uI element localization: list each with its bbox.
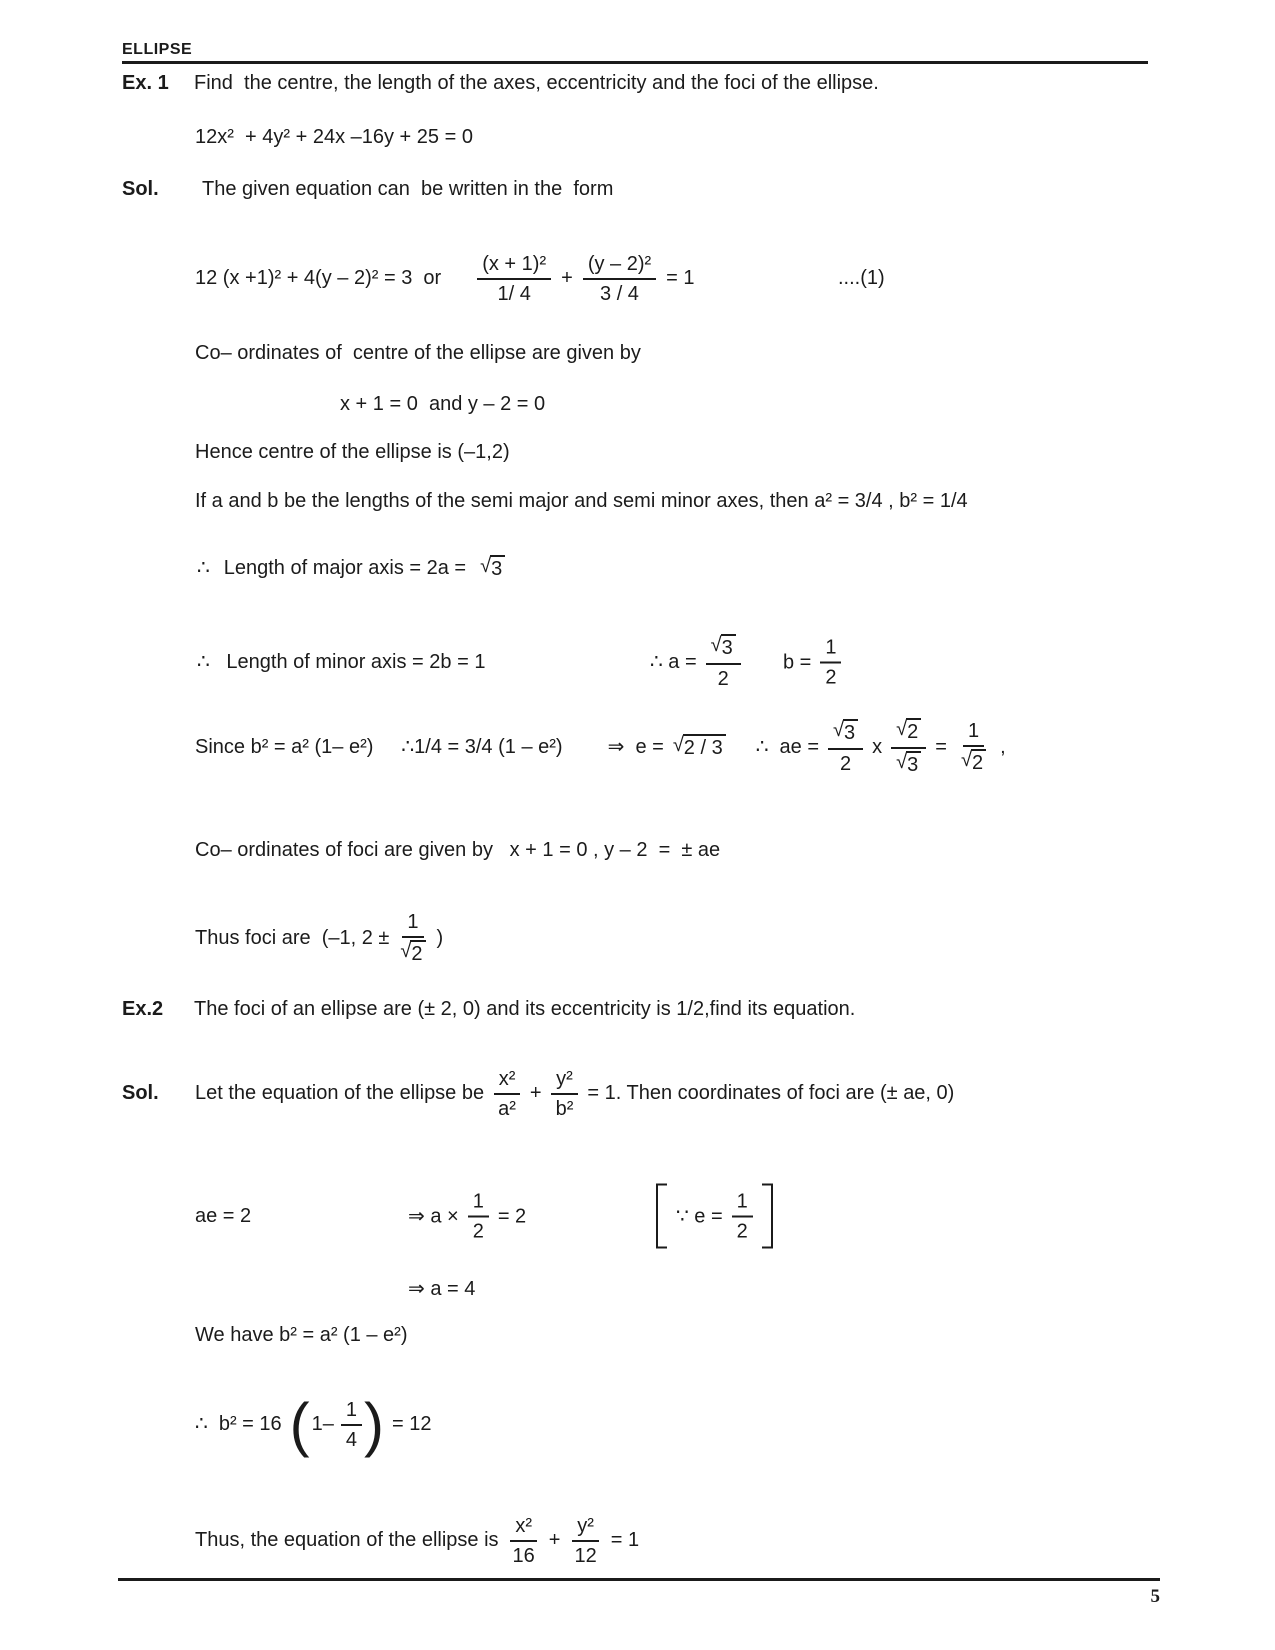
fraction-1-over-4 bbox=[341, 1397, 362, 1452]
closing-paren: ) bbox=[436, 927, 444, 949]
minor-axis-text: ∴ Length of minor axis = 2b = 1 bbox=[197, 651, 486, 673]
bracket-content bbox=[667, 1184, 762, 1249]
ex2-sol-tail: = 1. Then coordinates of foci are (± ae, 0) bbox=[587, 1082, 955, 1104]
eccentricity-row bbox=[195, 700, 1006, 794]
fraction-denominator bbox=[395, 938, 430, 967]
major-axis-row bbox=[197, 546, 505, 590]
a-result-row bbox=[408, 1277, 475, 1301]
plus-sign: + bbox=[529, 1082, 542, 1104]
fraction-numerator: 1 bbox=[963, 718, 984, 747]
ae-lhs: ae = 2 bbox=[195, 1205, 252, 1227]
ae-mid-tail: = 2 bbox=[497, 1205, 527, 1227]
page-title: ELLIPSE bbox=[122, 41, 193, 58]
fraction-sqrt2-over-sqrt3 bbox=[891, 717, 926, 778]
sqrt-3: √ 3 bbox=[833, 719, 858, 746]
fraction-x2-over-a2 bbox=[493, 1066, 521, 1121]
sqrt-2: √ 2 bbox=[400, 940, 425, 967]
ex1-given-equation-row bbox=[195, 125, 473, 149]
sqrt-3: √ 3 bbox=[896, 751, 921, 778]
centre-result: Hence centre of the ellipse is (–1,2) bbox=[195, 441, 510, 463]
ex1-sol-label: Sol. bbox=[122, 178, 159, 200]
ae-value-group bbox=[756, 717, 1006, 778]
b-squared-value-row bbox=[195, 1383, 432, 1465]
centre-intro: Co– ordinates of centre of the ellipse are given by bbox=[195, 342, 641, 364]
sqrt-3: √ 3 bbox=[480, 555, 505, 582]
final-tail: = 1 bbox=[610, 1529, 640, 1551]
fraction-denominator: 2 bbox=[472, 1220, 484, 1243]
fraction-numerator: 1 bbox=[732, 1189, 753, 1218]
ex2-sol-lead: Let the equation of the ellipse be bbox=[195, 1082, 485, 1104]
equation-tag: ....(1) bbox=[838, 267, 885, 289]
a-result: ⇒ a = 4 bbox=[408, 1278, 476, 1300]
fraction-y-term bbox=[583, 251, 656, 306]
ae-mid-group bbox=[408, 1189, 526, 1244]
fraction-denominator bbox=[956, 747, 991, 776]
b16-lead: ∴ b² = 16 bbox=[195, 1413, 282, 1435]
ex2-question-row bbox=[122, 997, 855, 1021]
ae-mid-lead: ⇒ a × bbox=[408, 1205, 459, 1227]
fraction-a-value bbox=[706, 633, 741, 691]
a-value-group bbox=[650, 633, 741, 691]
right-bracket bbox=[762, 1184, 773, 1249]
plus-sign: + bbox=[548, 1529, 561, 1551]
e-value-lead: ⇒ e = bbox=[607, 736, 664, 758]
final-lead: Thus, the equation of the ellipse is bbox=[195, 1529, 499, 1551]
fraction-x-term bbox=[477, 251, 551, 306]
centre-intro-row bbox=[195, 341, 641, 365]
equals-sign: = bbox=[935, 736, 947, 758]
foci-coordinates-row bbox=[195, 838, 720, 862]
ex1-standard-form-row bbox=[195, 240, 1215, 316]
b16-inner-lead: ( 1– bbox=[311, 1413, 334, 1435]
since-text: Since b² = a² (1– e²) bbox=[195, 736, 374, 758]
since-substitution: ∴1/4 = 3/4 (1 – e²) bbox=[401, 736, 563, 758]
fraction-numerator: x² bbox=[510, 1513, 537, 1542]
b16-tail: = 12 bbox=[392, 1413, 432, 1435]
ex1-label: Ex. 1 bbox=[122, 72, 169, 94]
fraction-denominator: 2 bbox=[736, 1220, 748, 1243]
ex1-question: Find the centre, the length of the axes, eccentricity and the foci of the ellipse. bbox=[194, 72, 879, 94]
fraction-y2-over-b2 bbox=[551, 1066, 579, 1121]
fraction-denominator: 16 bbox=[512, 1544, 535, 1567]
fraction-numerator: (x + 1)² bbox=[477, 251, 551, 280]
header-rule bbox=[122, 61, 1148, 64]
b-value-lead: b = bbox=[783, 651, 812, 673]
fraction-numerator: (y – 2)² bbox=[583, 251, 656, 280]
fraction-numerator: 1 bbox=[820, 635, 841, 664]
fraction-numerator: y² bbox=[572, 1513, 599, 1542]
semi-axes-text: If a and b be the lengths of the semi major and semi minor axes, then a² = 3/4 , b² = 1/4 bbox=[195, 490, 968, 512]
ex2-solution-intro-row bbox=[122, 1055, 954, 1131]
ex1-sol-intro: The given equation can be written in the form bbox=[202, 178, 614, 200]
fraction-denominator: 2 bbox=[717, 668, 729, 690]
ex1-eq1-rhs: = 1 bbox=[666, 267, 695, 289]
centre-result-row bbox=[195, 440, 510, 464]
sqrt-3: √ 3 bbox=[711, 634, 736, 661]
sqrt-2: √ 2 bbox=[961, 749, 986, 776]
foci-coordinates-text: Co– ordinates of foci are given by x + 1 = 0 , y – 2 = ± ae bbox=[195, 839, 721, 861]
because-bracket-group bbox=[656, 1184, 773, 1249]
fraction-numerator: 1 bbox=[468, 1189, 489, 1218]
fraction-denominator: b² bbox=[555, 1097, 574, 1120]
sqrt-2: √ 2 bbox=[896, 718, 921, 745]
final-equation-row bbox=[195, 1500, 639, 1580]
ex1-solution-intro-row bbox=[122, 177, 613, 201]
ex1-question-row bbox=[122, 71, 879, 95]
fraction-x2-over-16 bbox=[508, 1513, 540, 1568]
fraction-1-over-2 bbox=[732, 1189, 753, 1244]
b-value-group bbox=[783, 635, 841, 690]
fraction-denominator: 12 bbox=[574, 1544, 597, 1567]
comma: , bbox=[1000, 736, 1006, 758]
b-squared-formula-row bbox=[195, 1323, 408, 1347]
major-axis-text: Length of major axis = 2a = bbox=[223, 557, 467, 579]
fraction-numerator: x² bbox=[494, 1066, 521, 1095]
foci-result-lead: Thus foci are (–1, 2 ± bbox=[195, 927, 390, 949]
fraction-numerator bbox=[828, 718, 863, 750]
fraction-1-over-2 bbox=[468, 1189, 489, 1244]
fraction-1-over-sqrt2 bbox=[395, 909, 430, 967]
b-squared-formula: We have b² = a² (1 – e²) bbox=[195, 1324, 408, 1346]
ex2-sol-label: Sol. bbox=[122, 1082, 159, 1104]
e-value-group bbox=[608, 734, 726, 761]
ex2-label: Ex.2 bbox=[122, 998, 164, 1020]
fraction-denominator: 2 bbox=[825, 666, 837, 689]
a-value-lead: ∴ a = bbox=[650, 651, 697, 673]
sqrt-2-over-3: √ 2 / 3 bbox=[673, 734, 726, 761]
therefore-symbol: ∴ bbox=[197, 557, 210, 579]
fraction-1-over-sqrt2 bbox=[956, 718, 991, 776]
fraction-numerator: 1 bbox=[341, 1397, 362, 1426]
fraction-denominator: 1/ 4 bbox=[497, 282, 531, 305]
centre-equations-row bbox=[340, 392, 545, 416]
paren-content bbox=[312, 1397, 362, 1452]
ae-equation-row bbox=[0, 1178, 1275, 1254]
fraction-denominator bbox=[891, 749, 926, 778]
fraction-numerator bbox=[706, 633, 741, 665]
footer-rule bbox=[118, 1578, 1160, 1581]
centre-equations: x + 1 = 0 and y – 2 = 0 bbox=[340, 393, 546, 415]
ex2-question: The foci of an ellipse are (± 2, 0) and its eccentricity is 1/2,find its equation. bbox=[194, 998, 856, 1020]
ex1-eq1-lhs: 12 (x +1)² + 4(y – 2)² = 3 or bbox=[195, 267, 442, 289]
fraction-denominator: a² bbox=[498, 1097, 516, 1120]
because-e-lead: ∵ e = bbox=[676, 1205, 723, 1227]
fraction-numerator: 1 bbox=[402, 909, 423, 938]
fraction-b-value bbox=[820, 635, 841, 690]
fraction-denominator: 2 bbox=[840, 753, 852, 775]
page-number: 5 bbox=[1150, 1586, 1160, 1607]
minor-axis-row bbox=[0, 628, 1275, 696]
fraction-numerator: y² bbox=[551, 1066, 578, 1095]
plus-sign: + bbox=[561, 267, 573, 289]
fraction-denominator: 4 bbox=[345, 1428, 358, 1451]
fraction-sqrt3-over-2 bbox=[828, 718, 863, 776]
ae-value-lead: ∴ ae = bbox=[755, 736, 820, 758]
fraction-y2-over-12 bbox=[569, 1513, 601, 1568]
fraction-denominator: 3 / 4 bbox=[600, 282, 639, 305]
semi-axes-row bbox=[195, 489, 968, 513]
ex1-given-equation: 12x² + 4y² + 24x –16y + 25 = 0 bbox=[195, 126, 473, 148]
ex2-sol-equation-group bbox=[195, 1066, 954, 1121]
big-paren-group bbox=[290, 1397, 384, 1452]
fraction-numerator bbox=[891, 717, 926, 749]
times-sign: x bbox=[872, 736, 883, 758]
foci-result-row bbox=[195, 902, 443, 974]
left-bracket bbox=[656, 1184, 667, 1249]
